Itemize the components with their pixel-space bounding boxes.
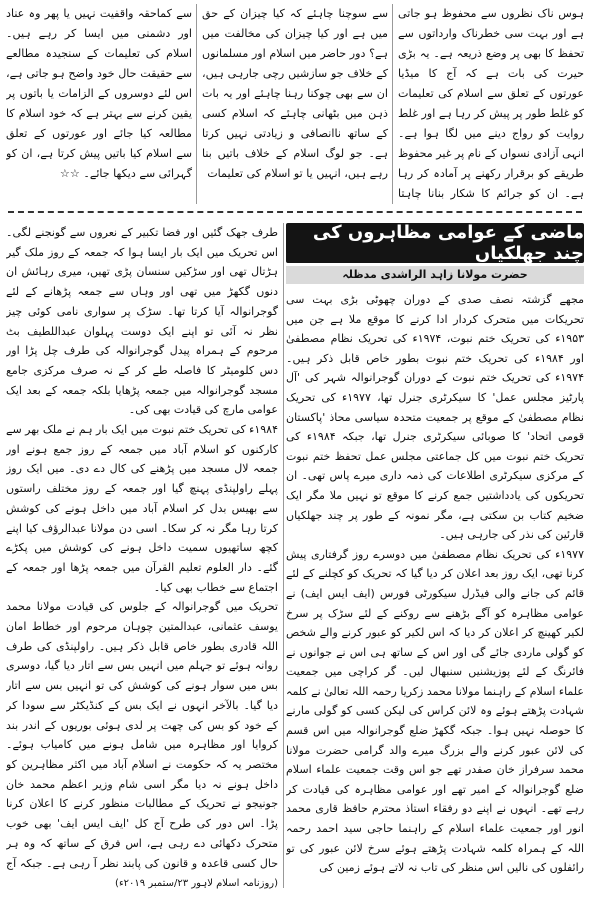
top-column-2 <box>202 4 393 204</box>
top-column-3 <box>6 4 197 204</box>
section-divider <box>8 211 582 213</box>
column-separator <box>283 223 284 888</box>
article-right-column <box>286 290 584 888</box>
article-paragraph: ۱۹۸۴ء کی تحریک ختم نبوت میں ایک بار ہم نے ملک بھر سے کارکنوں کو اسلام آباد میں جمعہ کے روز جمع ہونے اور جمعہ لال مسجد میں پڑھنے کی کال دے دی۔ میں ایک روز پہلے راولپنڈی پہنچ گیا اور جمعہ کے روز مختلف راستوں سے بھیس بدل کر اسلام آباد میں داخل ہونے کی کوشش کرتا رہا مگر نہ کر سکا۔ اسی دن مولانا عبدالرؤف کیا اپنے کچھ ساتھیوں سمیت داخل ہونے کی کوشش میں پکڑے گئے۔ دار العلوم تعلیم القرآن میں جمعہ پڑھا اور جمعہ کے اجتماع سے خطاب بھی کیا۔ <box>6 423 278 594</box>
article-paragraph: ۱۹۷۷ء کی تحریک نظام مصطفیٰ میں دوسرے روز گرفتاری پیش کرنا تھی، ایک روز بعد اعلان کر دیا گیا کہ تحریک کو کچلنے کے لئے قائم کی جانے والی فیڈرل سیکورٹی فورس (ایف ایس ایف) نے عوامی مظاہرہ کو آگے بڑھنے سے روکنے کے لئے سڑک پر سرخ لکیر کھینچ کر اعلان کر دیا کہ اس لکیر کو عبور کرنے والے شخص کو گولی ماردی جائے گی اور اس کے ساتھ ہی اس نے جوانوں نے فائرنگ کے لئے پوزیشنیں سنبھال لیں۔ گر کراچی میں جمعیت علماء اسلام کے راہنما مولانا محمد زکریا رحمہ اللہ تعالیٰ نے کلمہ شہادت پڑھتے ہوئے وہ لائن کراس کی لیکن کسی کو گولی مارنے کا حوصلہ نہیں ہوا۔ جبکہ گکھڑ ضلع گوجرانوالہ میں اس قسم کی لائن عبور کرنے والے بزرگ میرے والد گرامی حضرت مولانا محمد سرفراز خان صفدر تھے جو اس وقت جمعیت علماء اسلام ضلع گوجرانوالہ کے امیر تھے اور عوامی مظاہرہ کی قیادت کر رہے تھے۔ انہوں نے اپنے دو رفقاء استاذ محترم حافظ قاری محمد انور اور جمعیت علماء اسلام کے راہنما حاجی سید احمد رحمہ اللہ کے ہمراہ کلمہ شہادت پڑھتے ہوئے سرخ لائن عبور کی تو رائفلوں کی نالیں اس منظر کی تاب نہ لاتے ہوئے زمین کی <box>286 547 584 875</box>
top-column-1-text: ہوس ناک نظروں سے محفوظ ہو جاتی ہے اور بہت سی خطرناک وارداتوں سے تحفظ کا بھی پر وضع ذریعہ ہے۔ یہ بڑی حیرت کی بات ہے کہ آج کا میڈیا عورتوں کے تعلق سے اسلام کی تعلیمات کو غلط طور پر پیش کر رہا ہے اور غلط روایت کو رواج دینے میں لگا ہوا ہے۔ انہی آزادی نسواں کے نام پر غیر محفوظ طریقے کو برقرار رکھنے پر آمادہ کر رہا ہے۔ ان کو جرائم کا شکار بنانا چاہتا <box>398 7 584 200</box>
article-paragraph: طرف جھک گئیں اور فضا تکبیر کے نعروں سے گونجنے لگی۔ اس تحریک میں ایک بار ایسا ہوا کہ جمعہ کے روز ملک گیر ہڑتال تھی اور سڑکیں سنسان پڑی تھیں، میری رہائش ان دنوں گکھڑ میں تھی اور وہاں سے جمعہ پڑھانے کے لئے گوجرانوالہ آیا کرتا تھا۔ سڑک پر سواری نامی کوئی چیز نظر نہ آئی تو اپنے ایک دوست پہلوان عبداللطیف بٹ مرحوم کے ہمراہ پیدل گوجرانوالہ کی طرف چل پڑا اور دس کلومیٹر کا فاصلہ طے کر کے نہ صرف مرکزی جامع مسجد گوجرانوالہ میں جمعہ پڑھایا بلکہ جمعہ کے بعد ایک عوامی مارچ کی قیادت بھی کی۔ <box>6 226 278 417</box>
article-title: ماضی کے عوامی مظاہروں کی چند جھلکیاں <box>312 222 584 264</box>
top-column-3-text: سے کماحقہ واقفیت نہیں یا پھر وہ عناد اور دشمنی میں ایسا کر رہے ہیں۔ اسلام کی تعلیمات کے سنجیدہ مطالعے سے حقیقت حال خود واضح ہو جاتی ہے، اس لئے دوسروں کے الزامات یا باتوں پر یقین کرنے سے بہتر ہے کہ خود اسلام کا مطالعہ کیا جائے اور عورتوں کے تعلق سے اسلام کیا باتیں پیش کرتا ہے، ان کو گہرائی سے دیکھا جائے۔ ☆☆ <box>6 7 192 180</box>
article-title-banner <box>286 223 584 263</box>
article-source: (روزنامہ اسلام لاہور ۲۳/ستمبر ۲۰۱۹ء) <box>115 878 278 889</box>
top-column-1 <box>398 4 584 204</box>
previous-article-ending <box>6 4 584 204</box>
top-column-2-text: سے سوچنا چاہئے کہ کیا چیزان کے حق میں ہے اور کیا چیزان کی مخالفت میں ہے؟ دور حاضر میں اسلام اور مسلمانوں کے خلاف جو سازشیں رچی جارہی ہیں، ان سے بھی چوکنا رہنا چاہئے اور یہ بات ذہن میں بٹھانی چاہئے کہ اسلام کسی کے ساتھ ناانصافی و زیادتی نہیں کرتا ہے۔ جو لوگ اسلام کے خلاف باتیں بنا رہے ہیں، انہیں یا تو اسلام کی تعلیمات <box>202 7 388 180</box>
article-left-column <box>6 223 278 873</box>
article-byline: حضرت مولانا زاہد الراشدی مدظلہ <box>286 266 584 284</box>
article-paragraph: مجھے گزشتہ نصف صدی کے دوران چھوٹی بڑی بہت سی تحریکات میں متحرک کردار ادا کرنے کا موقع ملا ہے جن میں ۱۹۵۳ء کی تحریک ختم نبوت، ۱۹۷۴ء کی تحریک نظام مصطفیٰ اور ۱۹۸۴ء کی تحریک ختم نبوت بطور خاص قابل ذکر ہیں۔ ۱۹۷۴ء کی تحریک ختم نبوت کے دوران گوجرانوالہ شہر کی 'آل پارٹیز مجلس عمل' کا سیکرٹری جنرل تھا، ۱۹۷۷ء کی تحریک نظام مصطفیٰ کے موقع پر جمعیت متحدہ سیاسی محاذ 'پاکستان قومی اتحاد' کا صوبائی سیکرٹری جنرل تھا، جبکہ ۱۹۸۴ء کی تحریک ختم نبوت میں کل جماعتی مجلس عمل تحفظ ختم نبوت کے مرکزی سیکرٹری اطلاعات کی ذمہ داری میرے پاس تھی۔ ان تحریکوں کی یادداشتیں جمع کرنے کا موقع تو نہیں ملا مگر ایک ضخیم کتاب بن سکتی ہے، مگر نمونہ کے طور پر چند جھلکیاں قارئین کی نذر کی جارہی ہیں۔ <box>286 293 584 542</box>
article-paragraph: تحریک میں گوجرانوالہ کے جلوس کی قیادت مولانا محمد یوسف عثمانی، عبدالمتین چوہان مرحوم اور خطاط امان اللہ قادری بطور خاص قابل ذکر ہیں۔ راولپنڈی کی طرف روانہ ہوئے تو جہلم میں انہیں بس سے اتار دیا گیا، دوسری بس میں سوار ہونے کی کوشش کی تو انہیں بس سے اتار دیا گیا۔ بالآخر انہوں نے ایک بس کے کنڈیکٹر سے سودا کر کے خود کو بس کی چھت پر لدی ہوئی بوریوں کے اندر بند کروایا اور مظاہرہ میں شامل ہونے میں کامیاب ہوئے۔ مختصر یہ کہ حکومت نے اسلام آباد میں اکثر مظاہرین کو داخل ہونے نہ دیا مگر اسی شام وزیر اعظم محمد خان جونیجو نے تحریک کے مطالبات منظور کرنے کا اعلان کرنا پڑا۔ اس دور کی طرح آج کل 'ایف ایس ایف' بھی خوب متحرک دکھائی دے رہی ہے، اس فرق کے ساتھ کہ وہ ہر حال کسی قاعدہ و قانون کی پابند نظر آ رہی ہے۔ جبکہ آج <box>6 600 278 870</box>
